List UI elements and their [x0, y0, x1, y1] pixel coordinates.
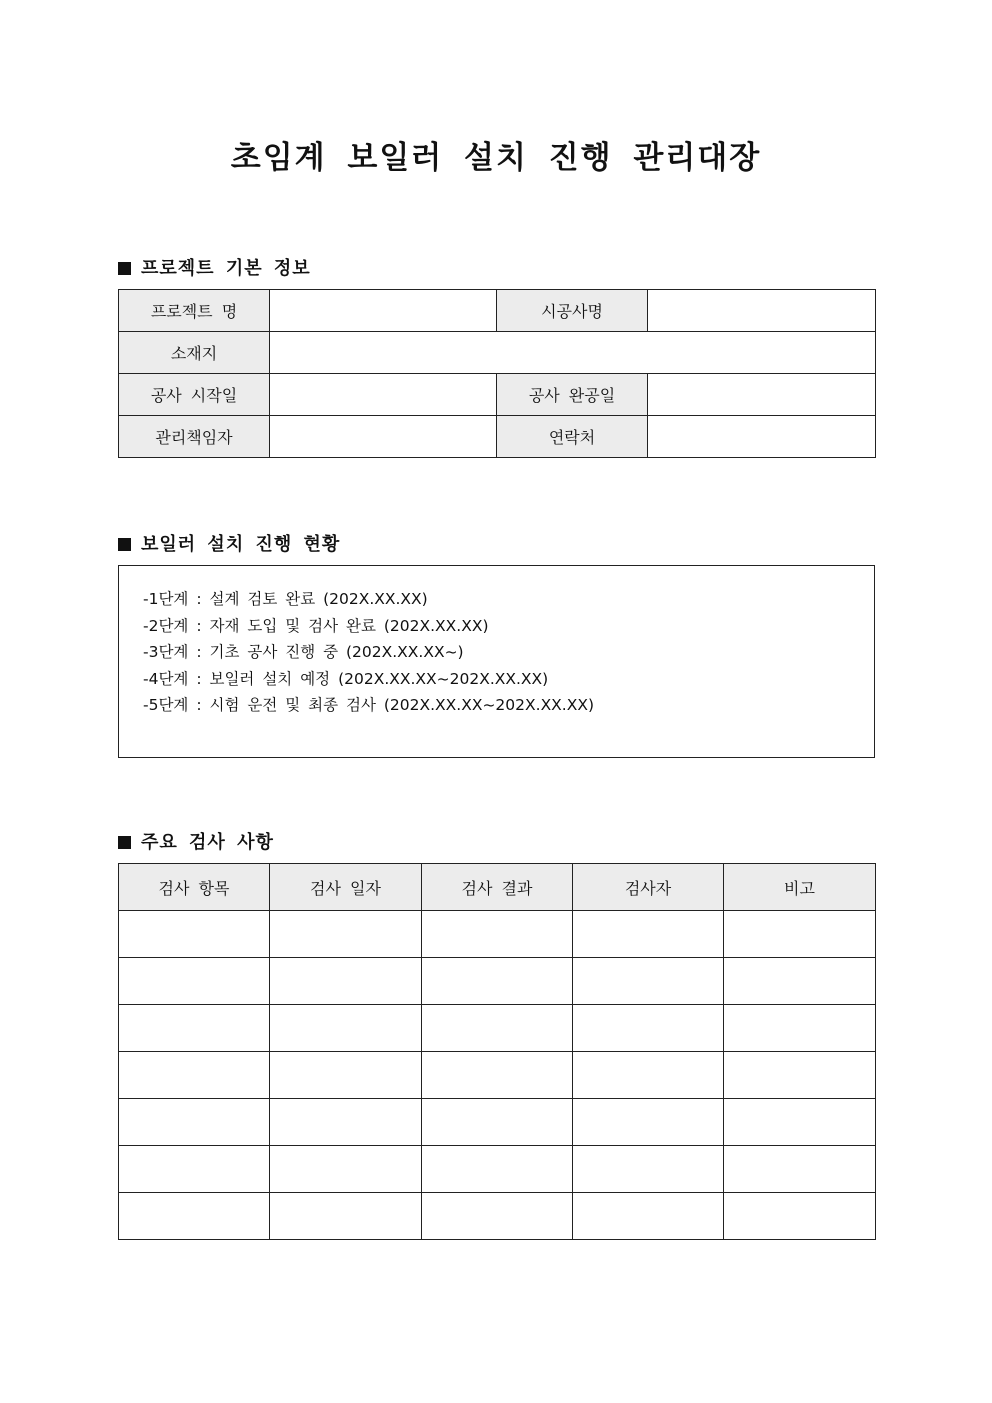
table-cell[interactable] — [573, 958, 724, 1005]
table-cell[interactable] — [724, 1005, 876, 1052]
list-item: -3단계 : 기초 공사 진행 중 (202X.XX.XX~) — [143, 643, 464, 662]
progress-list — [119, 566, 874, 719]
progress-box — [118, 565, 875, 758]
table-row — [119, 1005, 876, 1052]
contractor-label: 시공사명 — [497, 290, 648, 332]
table-cell[interactable] — [270, 958, 422, 1005]
table-cell[interactable] — [270, 911, 422, 958]
start-date-field[interactable] — [270, 374, 497, 416]
table-cell[interactable] — [573, 1099, 724, 1146]
table-cell[interactable] — [119, 911, 270, 958]
section-title-inspection — [118, 828, 274, 854]
start-date-label: 공사 시작일 — [119, 374, 270, 416]
table-row — [119, 1146, 876, 1193]
completion-date-label: 공사 완공일 — [497, 374, 648, 416]
table-cell[interactable] — [270, 1005, 422, 1052]
completion-date-field[interactable] — [648, 374, 876, 416]
table-cell[interactable] — [119, 1005, 270, 1052]
contact-label: 연락처 — [497, 416, 648, 458]
contact-field[interactable] — [648, 416, 876, 458]
table-row — [119, 374, 876, 416]
table-cell[interactable] — [119, 1052, 270, 1099]
table-cell[interactable] — [573, 1193, 724, 1240]
table-header-row — [119, 864, 876, 911]
square-bullet-icon — [118, 836, 131, 849]
table-cell[interactable] — [724, 1193, 876, 1240]
column-header: 비고 — [724, 864, 876, 911]
section-title-label: 주요 검사 사항 — [141, 832, 274, 853]
list-item: -5단계 : 시험 운전 및 최종 검사 (202X.XX.XX~202X.XX.XX) — [143, 696, 595, 715]
table-cell[interactable] — [422, 1005, 573, 1052]
section-title-progress — [118, 530, 340, 556]
table-cell[interactable] — [724, 911, 876, 958]
table-cell[interactable] — [573, 911, 724, 958]
manager-field[interactable] — [270, 416, 497, 458]
table-cell[interactable] — [270, 1146, 422, 1193]
table-cell[interactable] — [422, 911, 573, 958]
table-cell[interactable] — [270, 1193, 422, 1240]
table-cell[interactable] — [724, 1099, 876, 1146]
table-cell[interactable] — [573, 1005, 724, 1052]
table-cell[interactable] — [422, 1193, 573, 1240]
table-cell[interactable] — [422, 958, 573, 1005]
location-field[interactable] — [270, 332, 876, 374]
square-bullet-icon — [118, 538, 131, 551]
table-row — [119, 958, 876, 1005]
table-row — [119, 911, 876, 958]
table-row — [119, 1099, 876, 1146]
table-row — [119, 1052, 876, 1099]
location-label: 소재지 — [119, 332, 270, 374]
column-header: 검사 항목 — [119, 864, 270, 911]
square-bullet-icon — [118, 262, 131, 275]
table-cell[interactable] — [422, 1146, 573, 1193]
manager-label: 관리책임자 — [119, 416, 270, 458]
column-header: 검사 일자 — [270, 864, 422, 911]
table-cell[interactable] — [270, 1052, 422, 1099]
list-item: -1단계 : 설계 검토 완료 (202X.XX.XX) — [143, 590, 428, 608]
table-cell[interactable] — [724, 1146, 876, 1193]
table-cell[interactable] — [119, 958, 270, 1005]
document-title: 초임계 보일러 설치 진행 관리대장 — [230, 140, 762, 176]
contractor-field[interactable] — [648, 290, 876, 332]
table-cell[interactable] — [573, 1052, 724, 1099]
table-cell[interactable] — [270, 1099, 422, 1146]
table-row — [119, 332, 876, 374]
column-header: 검사자 — [573, 864, 724, 911]
column-header: 검사 결과 — [422, 864, 573, 911]
table-row — [119, 290, 876, 332]
table-row — [119, 1193, 876, 1240]
list-item: -2단계 : 자재 도입 및 검사 완료 (202X.XX.XX) — [143, 616, 489, 635]
project-name-label: 프로젝트 명 — [119, 290, 270, 332]
project-name-field[interactable] — [270, 290, 497, 332]
table-cell[interactable] — [724, 1052, 876, 1099]
table-cell[interactable] — [119, 1099, 270, 1146]
list-item: -4단계 : 보일러 설치 예정 (202X.XX.XX~202X.XX.XX) — [143, 669, 549, 688]
table-row — [119, 416, 876, 458]
table-cell[interactable] — [724, 958, 876, 1005]
table-cell[interactable] — [422, 1099, 573, 1146]
table-cell[interactable] — [119, 1146, 270, 1193]
project-info-table — [118, 289, 876, 458]
section-title-label: 보일러 설치 진행 현황 — [141, 534, 341, 555]
table-cell[interactable] — [119, 1193, 270, 1240]
inspection-table — [118, 863, 876, 1240]
section-title-label: 프로젝트 기본 정보 — [141, 258, 311, 279]
section-title-project-info — [118, 254, 311, 280]
table-cell[interactable] — [422, 1052, 573, 1099]
table-cell[interactable] — [573, 1146, 724, 1193]
